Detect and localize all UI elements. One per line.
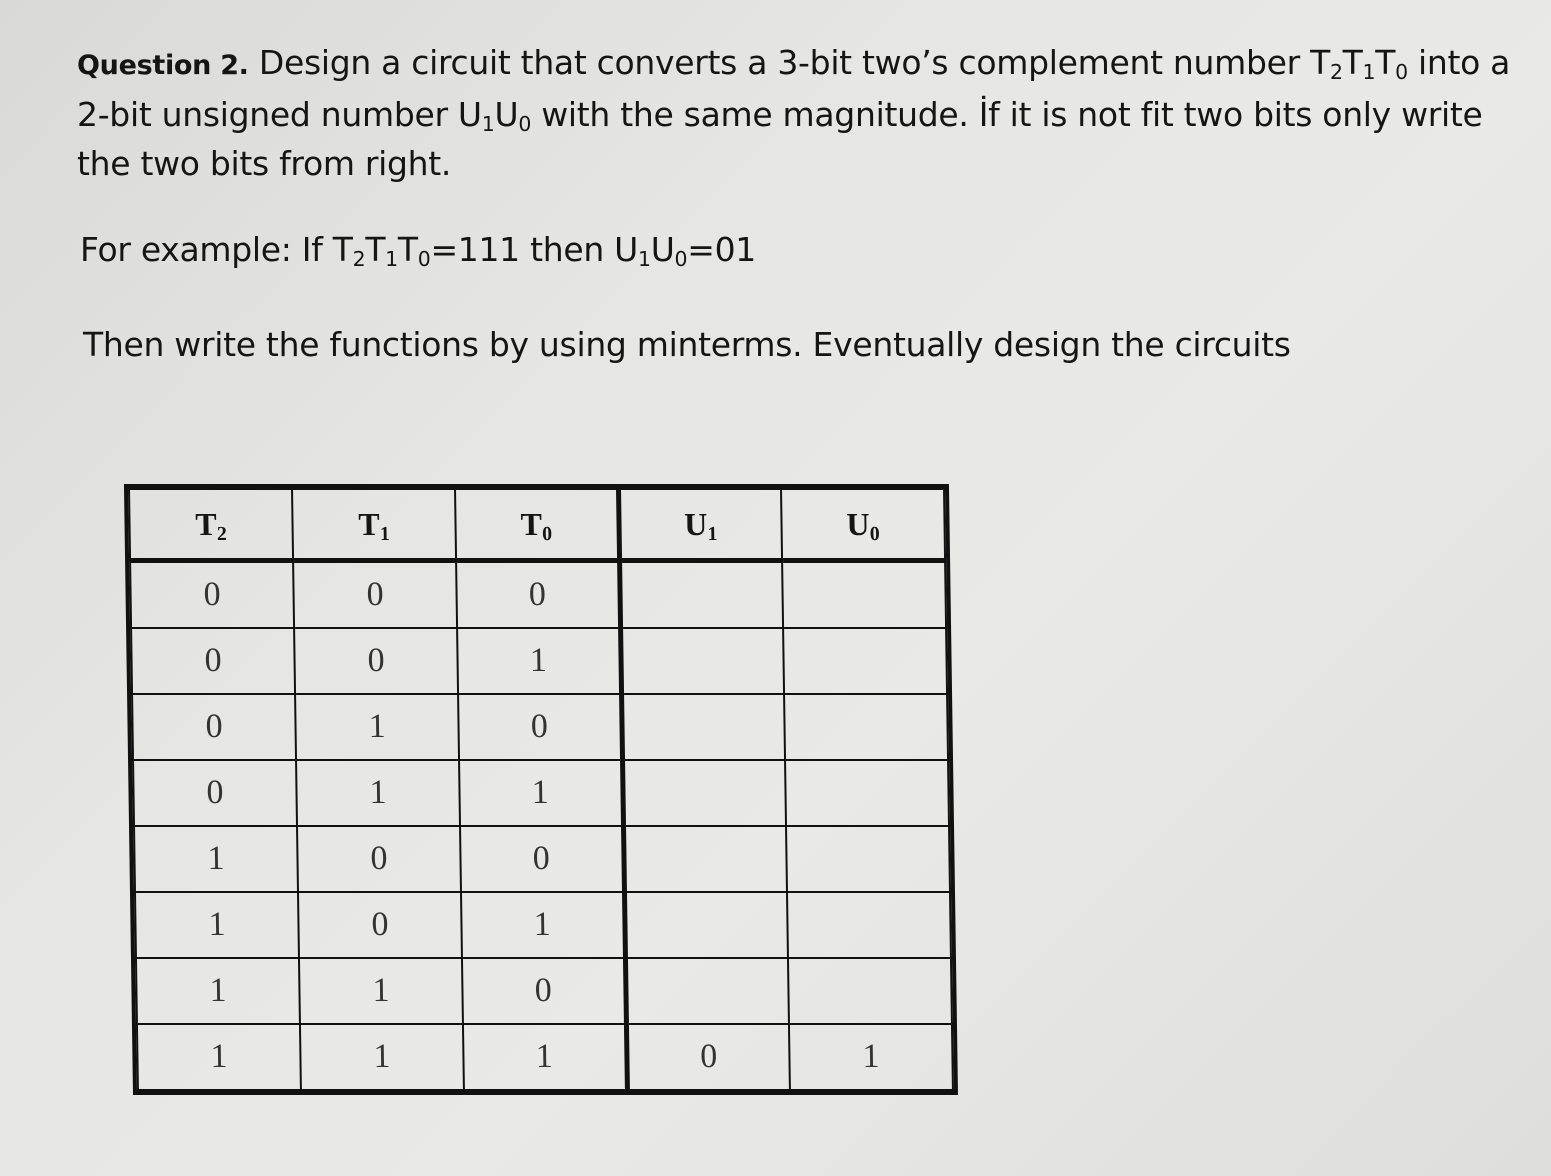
cell-u1[interactable]: 0	[626, 1024, 790, 1090]
cell-u1[interactable]	[622, 760, 786, 826]
cell-t2: 1	[134, 826, 298, 892]
table-row	[136, 958, 952, 1024]
cell-u0[interactable]	[783, 628, 947, 694]
cell-t0: 1	[461, 892, 625, 958]
cell-t0: 0	[456, 561, 620, 629]
subscript: 2	[1329, 60, 1343, 85]
table-row	[133, 760, 949, 826]
cell-u0[interactable]	[787, 892, 951, 958]
cell-t1: 1	[296, 760, 460, 826]
cell-u1[interactable]	[625, 958, 789, 1024]
cell-u0[interactable]	[788, 958, 952, 1024]
table-row	[130, 561, 946, 629]
cell-t0: 1	[463, 1024, 627, 1090]
table-row	[137, 1024, 953, 1090]
cell-t1: 0	[297, 826, 461, 892]
cell-u0[interactable]: 1	[789, 1024, 953, 1090]
header-t2: $T_2$	[129, 489, 293, 561]
cell-u0[interactable]	[782, 561, 946, 629]
header-u1: $U_1$	[618, 489, 782, 561]
cell-t1: 0	[294, 628, 458, 694]
example-mid: =111 then U	[430, 230, 638, 269]
example-text: For example: If $T_2T_1T_0=111$ then $U_1U_0=01$	[80, 230, 756, 272]
question-text: Question 2. Design a circuit that converts a 3-bit two’s complement number $T_2T_1T_0$ into a 2-bit unsigned number $U_1U_0$ with the same magnitude. İf it is not fit two bits only write the two bits from right.	[77, 43, 1511, 183]
cell-t2: 0	[133, 760, 297, 826]
table-row	[131, 628, 947, 694]
example-prefix: For example: If T	[80, 230, 353, 269]
cell-t2: 1	[137, 1024, 301, 1090]
truth-table	[128, 488, 954, 1091]
cell-t1: 1	[295, 694, 459, 760]
question-part-3: with the same magnitude. İf it is not fit two bits only write the two bits from right.	[77, 95, 1483, 183]
cell-t0: 0	[462, 958, 626, 1024]
cell-t2: 0	[132, 694, 296, 760]
table-row	[132, 694, 948, 760]
cell-u0[interactable]	[784, 694, 948, 760]
cell-t0: 0	[458, 694, 622, 760]
cell-u1[interactable]	[623, 826, 787, 892]
question-part-1: Design a circuit that converts a 3-bit two’s complement number T	[248, 43, 1330, 82]
cell-t2: 0	[130, 561, 294, 629]
cell-t0: 1	[457, 628, 621, 694]
cell-u1[interactable]	[624, 892, 788, 958]
cell-t2: 1	[136, 958, 300, 1024]
cell-t1: 1	[299, 958, 463, 1024]
table-row	[134, 826, 950, 892]
cell-u1[interactable]	[621, 694, 785, 760]
cell-t2: 0	[131, 628, 295, 694]
cell-t1: 1	[300, 1024, 464, 1090]
header-t0: $T_0$	[455, 489, 619, 561]
cell-t2: 1	[135, 892, 299, 958]
cell-u1[interactable]	[620, 628, 784, 694]
cell-u1[interactable]	[619, 561, 783, 629]
cell-t0: 0	[460, 826, 624, 892]
cell-u0[interactable]	[785, 760, 949, 826]
table-header-row	[129, 489, 945, 561]
cell-t0: 1	[459, 760, 623, 826]
table-row	[135, 892, 951, 958]
instruction-text: Then write the functions by using minterms. Eventually design the circuits	[83, 325, 1291, 364]
header-u0: $U_0$	[781, 489, 945, 561]
cell-u0[interactable]	[786, 826, 950, 892]
cell-t1: 0	[298, 892, 462, 958]
header-t1: $T_1$	[292, 489, 456, 561]
question-part-2: into a 2-bit unsigned number U	[77, 43, 1511, 134]
cell-t1: 0	[293, 561, 457, 629]
example-suffix: =01	[687, 230, 756, 269]
question-label: Question 2.	[77, 50, 249, 81]
